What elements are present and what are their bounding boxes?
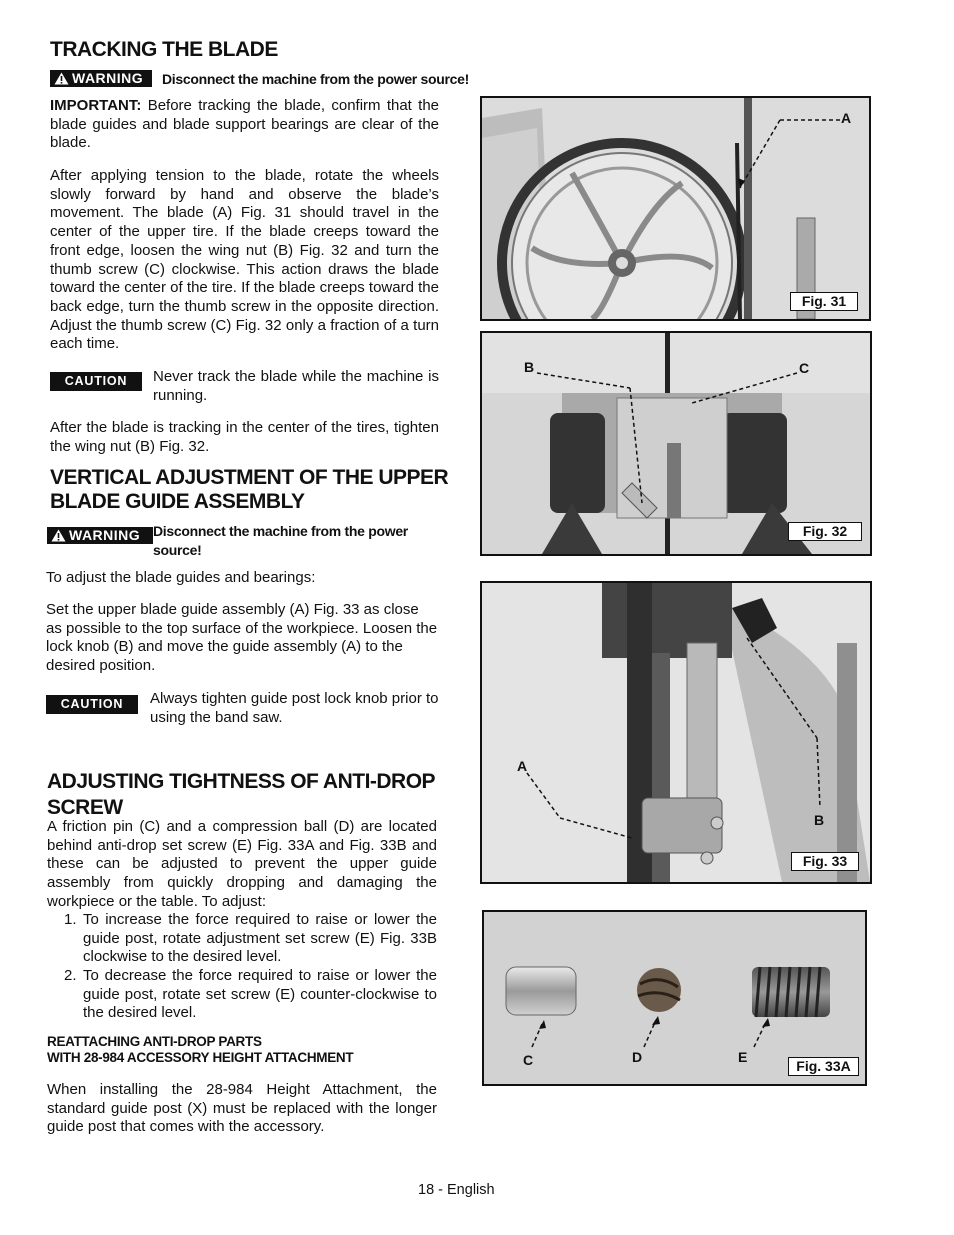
callout-label: C [523,1052,534,1068]
page-number: 18 - English [418,1182,495,1198]
bandsaw-wheel-illustration [482,98,869,319]
callout-label: B [814,812,825,828]
callout-label: B [524,359,535,375]
callout-label: A [517,758,528,774]
warning-label: WARNING [69,527,141,543]
list-item [64,967,437,1023]
callout-label: C [799,360,810,376]
callout-label: D [632,1049,643,1065]
tighten-paragraph: After the blade is tracking in the center of the tires, tighten the wing nut (B) Fig. 32. [50,419,439,455]
warning-label: WARNING [72,70,144,86]
figure-label: Fig. 31 [790,292,858,311]
callout-label: A [841,110,852,126]
list-text: To decrease the force required to raise or lower the guide post, rotate set screw (E) counter-clockwise to the desired level. [83,967,437,1022]
caution-badge: CAUTION [50,372,142,391]
figure-32-image [480,331,872,556]
anti-drop-paragraph: A friction pin (C) and a compression ball (D) are located behind anti-drop set screw (E) Fig. 33A and Fig. 33B and these can be adjusted to prevent the upper guide assembly from quickly dropping and damaging the workpiece or the table. To adjust: [47,818,437,910]
list-number: 1. [64,911,77,928]
blade-guide-illustration [482,333,870,554]
callout-label: E [738,1049,748,1065]
guide-assembly-paragraph: Set the upper blade guide assembly (A) Fig. 33 as close as possible to the top surface of the workpiece. Loosen the lock knob (B) and move the guide assembly (A) to the desired position. [46,601,438,675]
section-heading-anti-drop: ADJUSTING TIGHTNESS OF ANTI-DROP SCREW [47,770,435,819]
figure-33-image [480,581,872,884]
adjust-intro: To adjust the blade guides and bearings: [46,569,316,586]
warning-message: Disconnect the machine from the power source! [162,71,470,87]
list-text: To increase the force required to raise or lower the guide post, rotate adjustment set screw (E) Fig. 33B clockwise to the desired level. [83,911,437,966]
important-text: Before tracking the blade, confirm that the blade guides and blade support bearings are clear of the blade. [50,97,439,152]
caution-badge: CAUTION [46,695,138,714]
warning-badge [47,527,153,544]
caution-message: Always tighten guide post lock knob prior to using the band saw. [150,690,439,726]
height-attachment-paragraph: When installing the 28-984 Height Attachment, the standard guide post (X) must be replaced with the longer guide post that comes with the accessory. [47,1081,437,1136]
subheading-line: REATTACHING ANTI-DROP PARTS [47,1034,262,1049]
figure-label: Fig. 33A [788,1057,859,1076]
figure-label: Fig. 32 [788,522,862,541]
figure-33a-image [482,910,867,1086]
warning-triangle-icon [54,72,69,85]
important-label: IMPORTANT: [50,97,142,114]
list-item [64,911,437,967]
tracking-paragraph: After applying tension to the blade, rotate the wheels slowly forward by hand and observe the blade’s movement. The blade (A) Fig. 31 should travel in the center of the upper tire. If the blade creeps toward the front edge, loosen the wing nut (B) Fig. 32 and turn the thumb screw (C) clockwise. This action draws the blade toward the center of the tire. If the blade creeps toward the back edge, turn the thumb screw in the opposite direction. Adjust the thumb screw (C) Fig. 32 only a fraction of a turn each time. [50,167,439,353]
figure-31-image [480,96,871,321]
figure-label: Fig. 33 [791,852,859,871]
guide-post-illustration [482,583,870,882]
subheading-line: WITH 28-984 ACCESSORY HEIGHT ATTACHMENT [47,1050,354,1065]
warning-badge [50,70,152,87]
section-heading-vertical-adjustment: VERTICAL ADJUSTMENT OF THE UPPER BLADE GUIDE ASSEMBLY [50,466,449,513]
caution-message: Never track the blade while the machine is running. [153,368,439,404]
warning-message: Disconnect the machine from the power source! [153,523,408,558]
important-paragraph [50,97,439,153]
list-number: 2. [64,967,77,984]
section-heading-tracking: TRACKING THE BLADE [50,38,278,61]
warning-triangle-icon [51,529,66,542]
reattach-subheading [47,1034,353,1066]
